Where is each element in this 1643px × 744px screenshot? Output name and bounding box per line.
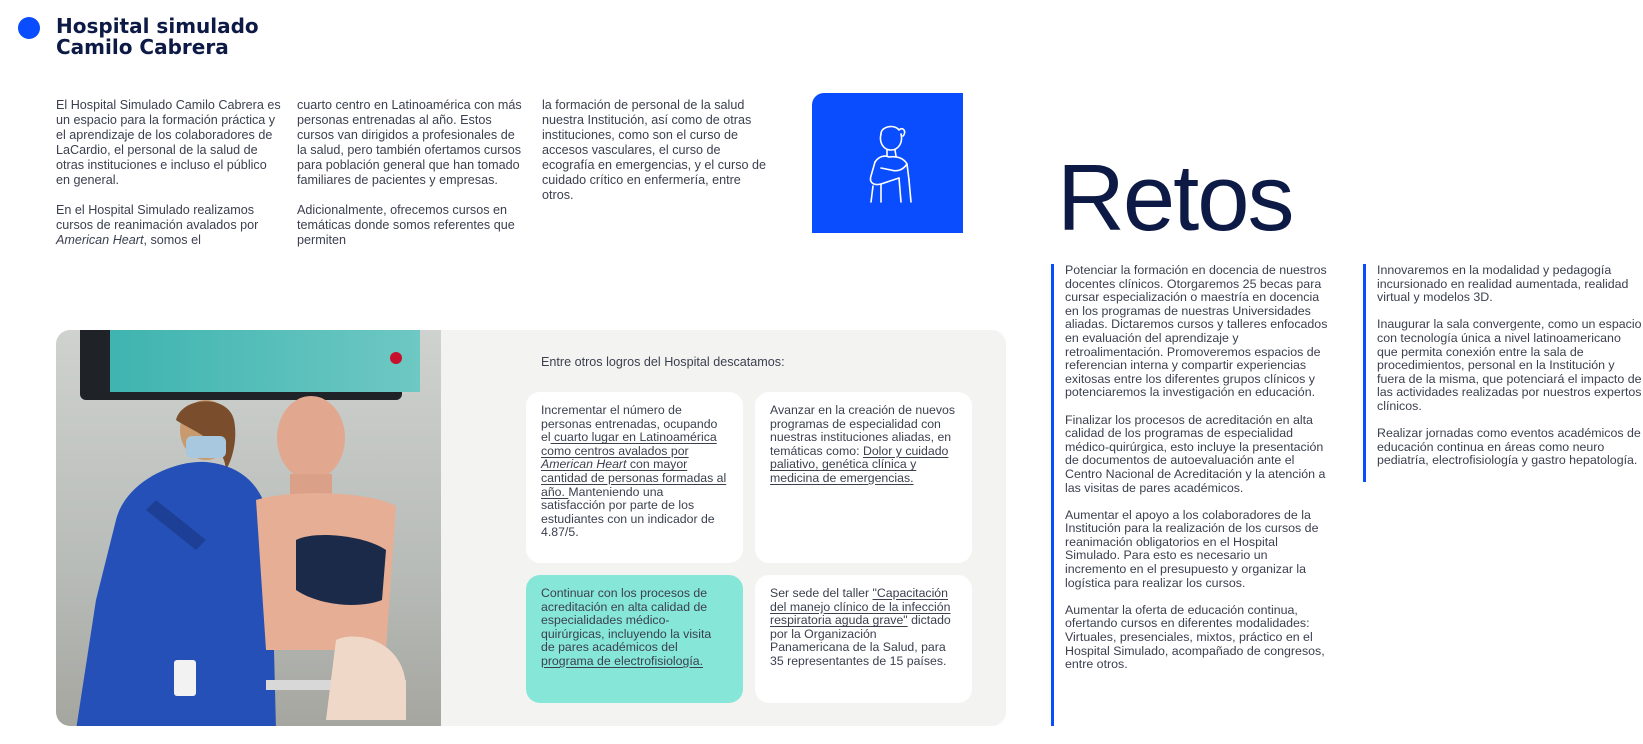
retos-heading: Retos [1057,145,1293,250]
retos-column-1 [1051,264,1331,726]
heart-logo-icon [390,352,402,364]
page-title [56,16,259,58]
logro-card-programs [755,392,972,563]
person-hugging-chest-icon [851,120,925,206]
intro-column-1 [56,98,281,263]
card-underlined-text: "Capacitación del manejo clínico de la infección respiratoria aguda grave" [770,586,951,628]
logro-card-training [526,392,743,563]
card-text: dictado por la Organización Panamericana de la Salud, para 35 representantes de 15 países. [770,613,951,668]
intro-paragraph [56,203,281,248]
logros-panel [56,330,1006,726]
intro-text: En el Hospital Simulado realizamos cursos de reanimación avalados por [56,203,259,232]
card-text: Manteniendo una satisfacción por parte de los estudiantes con un indicador de 4.87/5. [541,484,715,540]
card-link-text: con mayor cantidad de personas formadas al año. [541,457,727,499]
logros-heading: Entre otros logros del Hospital descatamos: [541,355,785,369]
card-text: Continuar con los procesos de acreditación en alta calidad de especialidades médico-quirúrgicas, incluyendo la visita de pares académicos del [541,586,712,655]
card-underlined-text: programa de electrofisiología. [541,653,703,668]
reto-item: Inaugurar la sala convergente, como un espacio con tecnología única a nivel latinoamericano que permita conexión entre la sala de procedimientos, personal en la Institución y fuera de la misma, que potenciará el impacto de las actividades realizadas por nuestros expertos clínicos. [1377,317,1642,413]
reto-item: Aumentar el apoyo a los colaboradores de la Institución para la realización de los cursos de reanimación obligatorios en el Hospital Simulado. Para esto es necesario un incremento en el presupuesto y organizar la logística para realizar los cursos. [1065,507,1319,590]
card-link-text: cuarto lugar en Latinoamérica como centros avalados por [541,430,717,458]
intro-text: , somos el [143,233,201,247]
nurse-illustration [56,400,286,726]
reto-item: Innovaremos en la modalidad y pedagogía incursionado en realidad aumentada, realidad virtual y modelos 3D. [1377,263,1629,305]
card-emphasis: American Heart [541,457,627,472]
card-text: Incrementar el número de personas entrenadas, ocupando el [541,403,718,445]
icon-card [812,93,963,233]
intro-paragraph: El Hospital Simulado Camilo Cabrera es un espacio para la formación práctica y el aprendizaje de los colaboradores de LaCardio, el personal de la salud de otras instituciones e incluso el público en general. [56,98,281,187]
retos-column-2 [1363,264,1643,482]
reto-item: Aumentar la oferta de educación continua, ofertando cursos en diferentes modalidades: Virtuales, presenciales, mixtos, práctico en el Hospital Simulado, acompañado de congresos, entre otros. [1065,602,1325,672]
reto-item: Finalizar los procesos de acreditación en alta calidad de los programas de especialidad médico-quirúrgica, esto incluye la presentación de documentos de autoevaluación ante el Centro Nacional de Acreditación y la atención a las visitas de pares académicos. [1065,412,1326,495]
card-text: Avanzar en la creación de nuevos programas de especialidad con nuestras instituciones aliadas, en temáticas como: [770,403,956,458]
intro-column-2 [297,98,522,263]
intro-column-3 [542,98,772,218]
intro-paragraph: la formación de personal de la salud nuestra Institución, así como de otras instituciones, como son el curso de accesos vasculares, el curso de ecografía en emergencias, y el curso de cuidado crítico en enfermería, entre otros. [542,98,767,202]
intro-paragraph: Adicionalmente, ofrecemos cursos en temáticas donde somos referentes que permiten [297,203,515,247]
card-underlined-text: Dolor y cuidado paliativo, genética clínica y medicina de emergencias. [770,443,949,485]
cpr-mannequin-illustration [256,390,406,720]
section-bullet-dot [18,17,40,39]
reto-item: Potenciar la formación en docencia de nuestros docentes clínicos. Otorgaremos 25 becas para cursar especialización o maestría en docencia en los programas de nuestras Universidades aliadas. Dictaremos cursos y talleres enfocados en evaluación del aprendizaje y retroalimentación. Promoveremos espacios de referencian interna y compartir experiencias exitosas entre los diferentes grupos clínicos y potenciaremos la investigación en educación. [1065,263,1328,400]
page-title-line1: Hospital simulado [56,14,259,38]
intro-emphasis: American Heart [56,233,144,247]
card-text: Ser sede del taller [770,586,873,600]
monitor-screen [110,330,420,392]
reto-item: Realizar jornadas como eventos académicos de educación continua en áreas como neuro pediatría, electrofisiología y gastro hepatología. [1377,426,1641,468]
intro-paragraph: cuarto centro en Latinoamérica con más personas entrenadas al año. Estos cursos van dirigidos a profesionales de la salud, pero también ofertamos cursos para población general que han tomado familiares de pacientes y empresas. [297,98,522,187]
training-photo [56,330,441,726]
logro-card-accreditation [526,575,743,703]
logro-card-workshop [755,575,972,703]
page-title-line2: Camilo Cabrera [56,35,229,59]
